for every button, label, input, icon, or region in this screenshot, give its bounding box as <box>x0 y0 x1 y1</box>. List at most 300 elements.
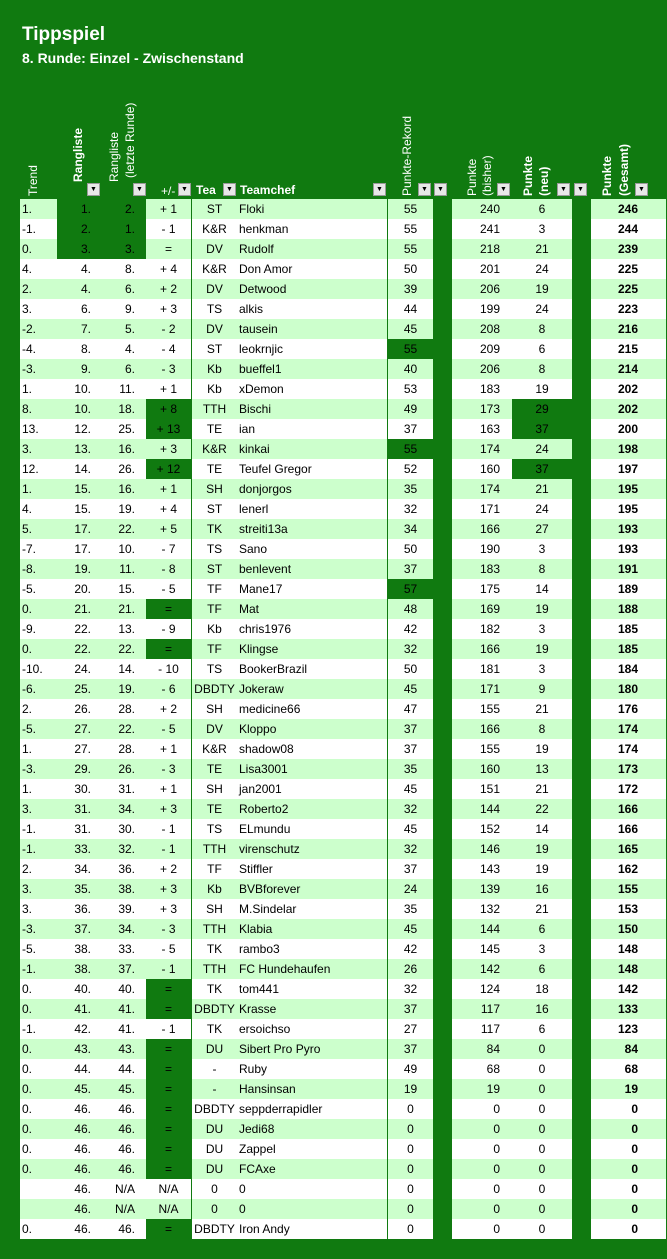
trend-cell: -1. <box>20 839 57 859</box>
punkte-gesamt-cell: 166 <box>591 819 666 839</box>
diff-cell: + 1 <box>146 199 191 219</box>
table-row <box>20 1159 666 1179</box>
teamchef-cell: henkman <box>237 219 387 239</box>
column-separator <box>572 679 591 699</box>
teamchef-cell: xDemon <box>237 379 387 399</box>
teamchef-cell: Klabia <box>237 919 387 939</box>
team-cell: TK <box>192 1019 237 1039</box>
punkte-neu-cell: 19 <box>512 859 572 879</box>
column-separator <box>433 399 452 419</box>
filter-dropdown-rekord-b[interactable]: ▼ <box>434 183 447 196</box>
column-separator <box>433 359 452 379</box>
punkte-gesamt-cell: 148 <box>591 939 666 959</box>
column-separator <box>572 919 591 939</box>
table-row <box>20 619 666 639</box>
table-row <box>20 719 666 739</box>
teamchef-cell: Detwood <box>237 279 387 299</box>
column-separator <box>433 599 452 619</box>
punkte-bisher-cell: 160 <box>452 759 512 779</box>
filter-dropdown-neu-b[interactable]: ▼ <box>574 183 587 196</box>
team-cell: K&R <box>192 259 237 279</box>
diff-cell: - 5 <box>146 579 191 599</box>
rank-cell: 10. <box>57 379 94 399</box>
diff-cell: + 12 <box>146 459 191 479</box>
punkte-gesamt-cell: 176 <box>591 699 666 719</box>
column-separator <box>572 619 591 639</box>
trend-cell: 3. <box>20 799 57 819</box>
header-punkte-neu: Punkte <box>521 155 535 196</box>
teamchef-cell: streiti13a <box>237 519 387 539</box>
punkte-rekord-cell: 45 <box>387 679 433 699</box>
punkte-neu-cell: 21 <box>512 479 572 499</box>
diff-cell: = <box>146 1059 191 1079</box>
table-row <box>20 959 666 979</box>
rank-cell: 36. <box>57 899 94 919</box>
teamchef-cell: lenerl <box>237 499 387 519</box>
punkte-neu-cell: 9 <box>512 679 572 699</box>
table-row <box>20 899 666 919</box>
table-row <box>20 779 666 799</box>
diff-cell: + 8 <box>146 399 191 419</box>
column-separator <box>433 819 452 839</box>
punkte-rekord-cell: 57 <box>387 579 433 599</box>
punkte-bisher-cell: 144 <box>452 919 512 939</box>
punkte-neu-cell: 22 <box>512 799 572 819</box>
table-row <box>20 379 666 399</box>
prev-rank-cell: 19. <box>94 679 146 699</box>
trend-cell: 3. <box>20 439 57 459</box>
rank-cell: 38. <box>57 959 94 979</box>
table-row <box>20 1219 666 1239</box>
diff-cell: = <box>146 1139 191 1159</box>
punkte-rekord-cell: 55 <box>387 339 433 359</box>
column-separator <box>572 819 591 839</box>
column-separator <box>433 779 452 799</box>
team-cell: DV <box>192 719 237 739</box>
team-cell: DBDTY <box>192 1099 237 1119</box>
team-cell: Kb <box>192 879 237 899</box>
punkte-rekord-cell: 26 <box>387 959 433 979</box>
trend-cell: -7. <box>20 539 57 559</box>
punkte-neu-cell: 0 <box>512 1219 572 1239</box>
team-cell: TS <box>192 659 237 679</box>
punkte-neu-cell: 37 <box>512 419 572 439</box>
table-row <box>20 359 666 379</box>
column-separator <box>572 479 591 499</box>
prev-rank-cell: 41. <box>94 999 146 1019</box>
teamchef-cell: virenschutz <box>237 839 387 859</box>
column-separator <box>572 1019 591 1039</box>
punkte-rekord-cell: 53 <box>387 379 433 399</box>
punkte-rekord-cell: 0 <box>387 1179 433 1199</box>
rank-cell: 22. <box>57 639 94 659</box>
ranking-table <box>20 199 666 1239</box>
teamchef-cell: donjorgos <box>237 479 387 499</box>
punkte-rekord-cell: 34 <box>387 519 433 539</box>
trend-cell: 0. <box>20 1139 57 1159</box>
column-separator <box>572 199 591 219</box>
punkte-neu-cell: 29 <box>512 399 572 419</box>
diff-cell: - 1 <box>146 219 191 239</box>
diff-cell: - 10 <box>146 659 191 679</box>
diff-cell: + 2 <box>146 859 191 879</box>
diff-cell: = <box>146 1039 191 1059</box>
rank-cell: 46. <box>57 1159 94 1179</box>
team-cell: ST <box>192 339 237 359</box>
table-row <box>20 679 666 699</box>
punkte-neu-cell: 19 <box>512 279 572 299</box>
trend-cell: 3. <box>20 899 57 919</box>
rank-cell: 30. <box>57 779 94 799</box>
column-separator <box>433 419 452 439</box>
table-row <box>20 939 666 959</box>
team-cell: DU <box>192 1039 237 1059</box>
teamchef-cell: M.Sindelar <box>237 899 387 919</box>
teamchef-cell: Zappel <box>237 1139 387 1159</box>
punkte-rekord-cell: 0 <box>387 1219 433 1239</box>
column-separator <box>433 1039 452 1059</box>
rank-cell: 7. <box>57 319 94 339</box>
trend-cell: -6. <box>20 679 57 699</box>
punkte-rekord-cell: 55 <box>387 439 433 459</box>
trend-cell: 0. <box>20 1219 57 1239</box>
punkte-rekord-cell: 45 <box>387 319 433 339</box>
diff-cell: - 8 <box>146 559 191 579</box>
team-cell: - <box>192 1059 237 1079</box>
team-cell: DBDTY <box>192 679 237 699</box>
team-cell: DV <box>192 279 237 299</box>
teamchef-cell: Lisa3001 <box>237 759 387 779</box>
team-cell: Kb <box>192 359 237 379</box>
table-row <box>20 499 666 519</box>
punkte-gesamt-cell: 133 <box>591 999 666 1019</box>
punkte-bisher-cell: 0 <box>452 1179 512 1199</box>
rank-cell: 31. <box>57 819 94 839</box>
table-row <box>20 1019 666 1039</box>
trend-cell: -9. <box>20 619 57 639</box>
punkte-gesamt-cell: 246 <box>591 199 666 219</box>
column-separator <box>572 419 591 439</box>
punkte-rekord-cell: 32 <box>387 839 433 859</box>
team-cell: DU <box>192 1119 237 1139</box>
rank-cell: 21. <box>57 599 94 619</box>
punkte-neu-cell: 6 <box>512 199 572 219</box>
punkte-gesamt-cell: 200 <box>591 419 666 439</box>
column-separator <box>433 319 452 339</box>
punkte-neu-cell: 24 <box>512 439 572 459</box>
teamchef-cell: Kloppo <box>237 719 387 739</box>
teamchef-cell: Jedi68 <box>237 1119 387 1139</box>
punkte-neu-cell: 27 <box>512 519 572 539</box>
punkte-rekord-cell: 45 <box>387 919 433 939</box>
punkte-rekord-cell: 37 <box>387 419 433 439</box>
filter-dropdown-gesamt[interactable]: ▼ <box>635 183 648 196</box>
teamchef-cell: Don Amor <box>237 259 387 279</box>
team-cell: TS <box>192 299 237 319</box>
diff-cell: + 2 <box>146 699 191 719</box>
rank-cell: 13. <box>57 439 94 459</box>
rank-cell: 17. <box>57 539 94 559</box>
column-separator <box>433 679 452 699</box>
table-row <box>20 999 666 1019</box>
teamchef-cell: rambo3 <box>237 939 387 959</box>
punkte-bisher-cell: 209 <box>452 339 512 359</box>
column-separator <box>572 839 591 859</box>
teamchef-cell: tausein <box>237 319 387 339</box>
trend-cell: 4. <box>20 259 57 279</box>
diff-cell: = <box>146 599 191 619</box>
punkte-neu-cell: 16 <box>512 879 572 899</box>
team-cell: DBDTY <box>192 999 237 1019</box>
table-row <box>20 799 666 819</box>
column-separator <box>433 1139 452 1159</box>
diff-cell: + 2 <box>146 279 191 299</box>
column-separator <box>572 1079 591 1099</box>
punkte-neu-cell: 21 <box>512 779 572 799</box>
trend-cell: 0. <box>20 1159 57 1179</box>
trend-cell: 0. <box>20 979 57 999</box>
table-row <box>20 699 666 719</box>
teamchef-cell: Bischi <box>237 399 387 419</box>
punkte-bisher-cell: 124 <box>452 979 512 999</box>
punkte-gesamt-cell: 225 <box>591 279 666 299</box>
punkte-gesamt-cell: 191 <box>591 559 666 579</box>
punkte-neu-cell: 19 <box>512 379 572 399</box>
trend-cell: -5. <box>20 579 57 599</box>
filter-dropdown-diff[interactable]: ▼ <box>178 183 191 196</box>
team-cell: K&R <box>192 739 237 759</box>
prev-rank-cell: 11. <box>94 559 146 579</box>
rank-cell: 8. <box>57 339 94 359</box>
punkte-bisher-cell: 166 <box>452 719 512 739</box>
diff-cell: - 7 <box>146 539 191 559</box>
diff-cell: - 2 <box>146 319 191 339</box>
column-separator <box>433 999 452 1019</box>
punkte-gesamt-cell: 202 <box>591 379 666 399</box>
prev-rank-cell: 10. <box>94 539 146 559</box>
trend-cell: 0. <box>20 599 57 619</box>
column-separator <box>572 1139 591 1159</box>
punkte-neu-cell: 3 <box>512 539 572 559</box>
prev-rank-cell: 18. <box>94 399 146 419</box>
rank-cell: 42. <box>57 1019 94 1039</box>
table-row <box>20 1079 666 1099</box>
diff-cell: = <box>146 239 191 259</box>
column-separator <box>433 939 452 959</box>
column-separator <box>433 579 452 599</box>
filter-dropdown-rangliste[interactable]: ▼ <box>87 183 100 196</box>
diff-cell: - 3 <box>146 759 191 779</box>
diff-cell: + 1 <box>146 739 191 759</box>
punkte-bisher-cell: 0 <box>452 1219 512 1239</box>
table-row <box>20 739 666 759</box>
punkte-rekord-cell: 39 <box>387 279 433 299</box>
punkte-bisher-cell: 208 <box>452 319 512 339</box>
prev-rank-cell: 40. <box>94 979 146 999</box>
diff-cell: = <box>146 1119 191 1139</box>
prev-rank-cell: N/A <box>94 1199 146 1219</box>
rank-cell: 40. <box>57 979 94 999</box>
prev-rank-cell: 1. <box>94 219 146 239</box>
punkte-rekord-cell: 0 <box>387 1199 433 1219</box>
punkte-bisher-cell: 0 <box>452 1199 512 1219</box>
prev-rank-cell: 22. <box>94 719 146 739</box>
diff-cell: + 3 <box>146 299 191 319</box>
prev-rank-cell: 28. <box>94 739 146 759</box>
teamchef-cell: Stiffler <box>237 859 387 879</box>
diff-cell: = <box>146 639 191 659</box>
punkte-rekord-cell: 19 <box>387 1079 433 1099</box>
team-cell: SH <box>192 479 237 499</box>
column-separator <box>572 779 591 799</box>
column-separator <box>433 879 452 899</box>
prev-rank-cell: 4. <box>94 339 146 359</box>
punkte-bisher-cell: 199 <box>452 299 512 319</box>
header-punkte-bisher: Punkte <box>465 158 479 196</box>
punkte-rekord-cell: 32 <box>387 499 433 519</box>
teamchef-cell: kinkai <box>237 439 387 459</box>
column-separator <box>433 759 452 779</box>
rank-cell: 27. <box>57 719 94 739</box>
trend-cell: 0. <box>20 1079 57 1099</box>
team-cell: TS <box>192 819 237 839</box>
prev-rank-cell: 38. <box>94 879 146 899</box>
rank-cell: 20. <box>57 579 94 599</box>
column-separator <box>572 519 591 539</box>
punkte-gesamt-cell: 174 <box>591 739 666 759</box>
rank-cell: 2. <box>57 219 94 239</box>
diff-cell: + 3 <box>146 799 191 819</box>
trend-cell: 0. <box>20 1119 57 1139</box>
column-separator <box>572 959 591 979</box>
teamchef-cell: Klingse <box>237 639 387 659</box>
column-separator <box>572 379 591 399</box>
team-cell: ST <box>192 499 237 519</box>
prev-rank-cell: 46. <box>94 1219 146 1239</box>
punkte-bisher-cell: 190 <box>452 539 512 559</box>
filter-dropdown-rekord-a[interactable]: ▼ <box>418 183 431 196</box>
prev-rank-cell: 34. <box>94 799 146 819</box>
column-separator <box>433 1059 452 1079</box>
trend-cell: -5. <box>20 939 57 959</box>
trend-cell: 8. <box>20 399 57 419</box>
punkte-rekord-cell: 35 <box>387 479 433 499</box>
table-row <box>20 639 666 659</box>
column-separator <box>433 1119 452 1139</box>
rank-cell: 26. <box>57 699 94 719</box>
teamchef-cell: Hansinsan <box>237 1079 387 1099</box>
teamchef-cell: ersoichso <box>237 1019 387 1039</box>
table-row <box>20 319 666 339</box>
filter-dropdown-neu-a[interactable]: ▼ <box>557 183 570 196</box>
table-row <box>20 1099 666 1119</box>
column-separator <box>572 359 591 379</box>
punkte-gesamt-cell: 68 <box>591 1059 666 1079</box>
punkte-bisher-cell: 0 <box>452 1119 512 1139</box>
trend-cell: 2. <box>20 279 57 299</box>
column-separator <box>572 719 591 739</box>
diff-cell: - 1 <box>146 1019 191 1039</box>
rank-cell: 38. <box>57 939 94 959</box>
punkte-neu-cell: 8 <box>512 319 572 339</box>
diff-cell: + 13 <box>146 419 191 439</box>
trend-cell: 0. <box>20 1099 57 1119</box>
column-separator <box>572 1179 591 1199</box>
punkte-bisher-cell: 155 <box>452 739 512 759</box>
punkte-gesamt-cell: 193 <box>591 519 666 539</box>
punkte-neu-cell: 0 <box>512 1179 572 1199</box>
prev-rank-cell: 21. <box>94 599 146 619</box>
team-cell: 0 <box>192 1199 237 1219</box>
punkte-gesamt-cell: 216 <box>591 319 666 339</box>
column-separator <box>433 559 452 579</box>
trend-cell: -8. <box>20 559 57 579</box>
prev-rank-cell: 16. <box>94 479 146 499</box>
diff-cell: + 3 <box>146 899 191 919</box>
trend-cell: 0. <box>20 999 57 1019</box>
header-diff: +/- <box>161 184 176 198</box>
filter-dropdown-rangliste-prev[interactable]: ▼ <box>133 183 146 196</box>
table-row <box>20 919 666 939</box>
column-separator <box>572 1199 591 1219</box>
team-cell: TTH <box>192 839 237 859</box>
rank-cell: 25. <box>57 679 94 699</box>
punkte-gesamt-cell: 195 <box>591 499 666 519</box>
column-separator <box>433 219 452 239</box>
column-separator <box>433 959 452 979</box>
filter-dropdown-teamchef[interactable]: ▼ <box>373 183 386 196</box>
punkte-neu-cell: 14 <box>512 579 572 599</box>
punkte-rekord-cell: 27 <box>387 1019 433 1039</box>
punkte-bisher-cell: 206 <box>452 279 512 299</box>
diff-cell: - 3 <box>146 919 191 939</box>
punkte-rekord-cell: 50 <box>387 539 433 559</box>
header-rangliste: Rangliste <box>71 127 85 182</box>
trend-cell: -3. <box>20 919 57 939</box>
column-separator <box>433 239 452 259</box>
column-separator <box>433 919 452 939</box>
header-punkte-bisher-sub: (bisher) <box>480 155 494 196</box>
rank-cell: 4. <box>57 279 94 299</box>
filter-dropdown-team[interactable]: ▼ <box>223 183 236 196</box>
filter-dropdown-bisher[interactable]: ▼ <box>497 183 510 196</box>
prev-rank-cell: 46. <box>94 1099 146 1119</box>
punkte-bisher-cell: 182 <box>452 619 512 639</box>
column-separator <box>433 979 452 999</box>
punkte-bisher-cell: 84 <box>452 1039 512 1059</box>
diff-cell: + 1 <box>146 779 191 799</box>
punkte-neu-cell: 0 <box>512 1059 572 1079</box>
punkte-rekord-cell: 32 <box>387 639 433 659</box>
prev-rank-cell: 11. <box>94 379 146 399</box>
diff-cell: - 3 <box>146 359 191 379</box>
header-punkte-rekord: Punkte-Rekord <box>400 115 414 196</box>
punkte-neu-cell: 19 <box>512 599 572 619</box>
table-row <box>20 859 666 879</box>
punkte-neu-cell: 37 <box>512 459 572 479</box>
column-separator <box>572 319 591 339</box>
rank-cell: 15. <box>57 479 94 499</box>
rank-cell: 33. <box>57 839 94 859</box>
punkte-neu-cell: 13 <box>512 759 572 779</box>
punkte-rekord-cell: 0 <box>387 1099 433 1119</box>
trend-cell: 1. <box>20 199 57 219</box>
rank-cell: 41. <box>57 999 94 1019</box>
table-row <box>20 839 666 859</box>
header-trend: Trend <box>26 165 40 196</box>
teamchef-cell: Floki <box>237 199 387 219</box>
prev-rank-cell: 33. <box>94 939 146 959</box>
